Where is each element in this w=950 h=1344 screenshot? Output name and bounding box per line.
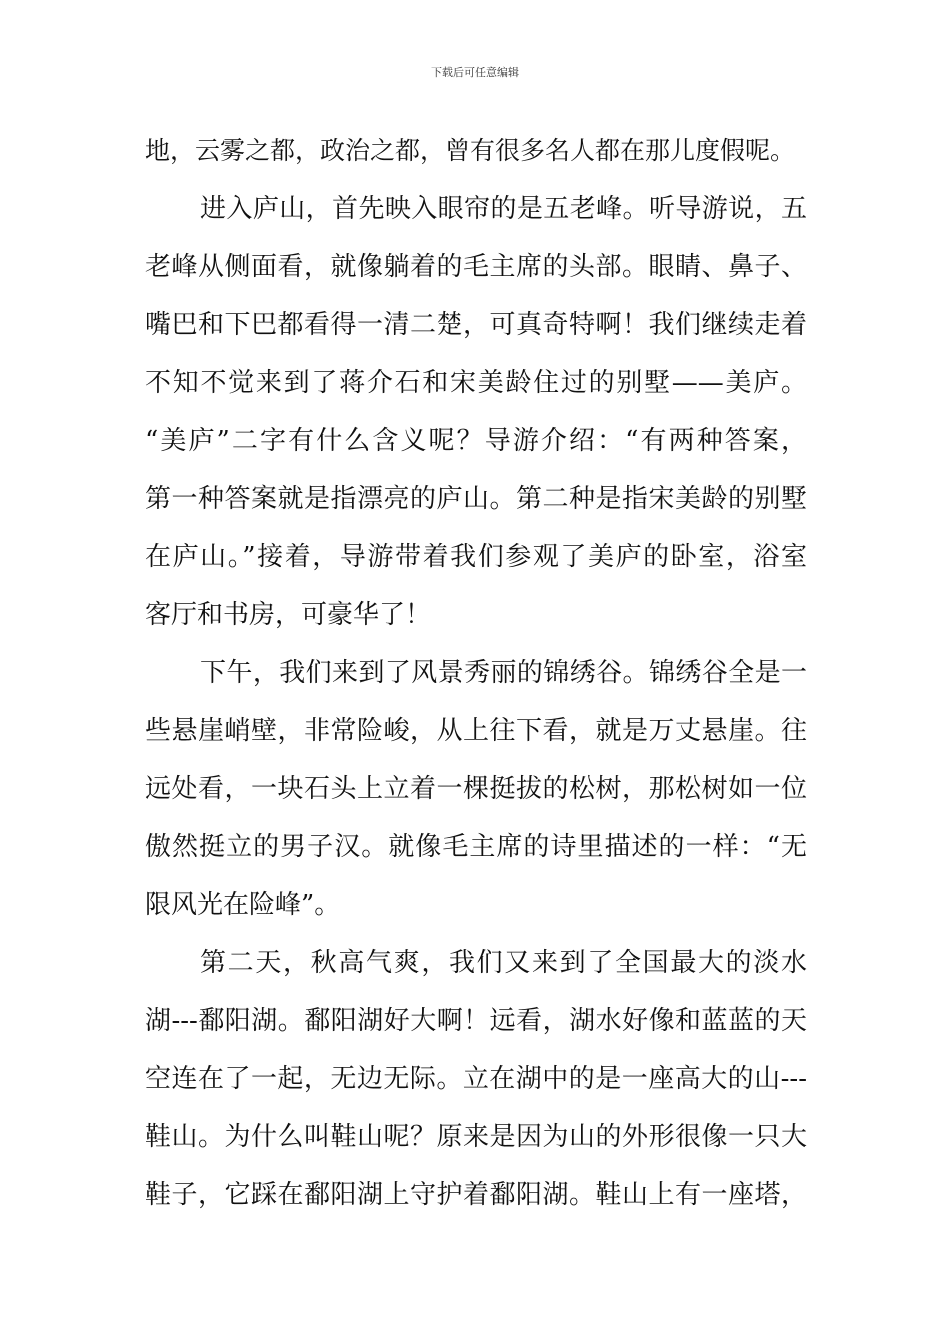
text-line: 鞋子，它踩在鄱阳湖上守护着鄱阳湖。鞋山上有一座塔， (145, 1180, 807, 1210)
text-line: 远处看，一块石头上立着一棵挺拔的松树，那松树如一位 (145, 774, 807, 804)
text-line: 老峰从侧面看，就像躺着的毛主席的头部。眼睛、鼻子、 (145, 252, 807, 282)
text-line: 进入庐山，首先映入眼帘的是五老峰。听导游说，五 (200, 194, 807, 224)
text-line: 下午，我们来到了风景秀丽的锦绣谷。锦绣谷全是一 (200, 658, 807, 688)
body-text (145, 129, 807, 1231)
text-line: 地，云雾之都，政治之都，曾有很多名人都在那儿度假呢。 (145, 136, 796, 165)
text-line: 些悬崖峭壁，非常险峻，从上往下看，就是万丈悬崖。往 (145, 716, 807, 746)
text-line: 嘴巴和下巴都看得一清二楚，可真奇特啊！我们继续走着 (145, 310, 807, 340)
text-line: 在庐山。”接着，导游带着我们参观了美庐的卧室，浴室 (145, 542, 807, 572)
text-line: “美庐”二字有什么含义呢？导游介绍：“有两种答案， (145, 426, 807, 456)
page-header: 下载后可任意编辑 (431, 66, 519, 79)
text-line: 客厅和书房，可豪华了！ (145, 600, 432, 630)
text-line: 空连在了一起，无边无际。立在湖中的是一座高大的山--- (145, 1064, 807, 1094)
text-line: 傲然挺立的男子汉。就像毛主席的诗里描述的一样：“无 (145, 832, 807, 862)
text-line: 第一种答案就是指漂亮的庐山。第二种是指宋美龄的别墅 (145, 484, 807, 514)
text-line: 湖---鄱阳湖。鄱阳湖好大啊！远看，湖水好像和蓝蓝的天 (145, 1006, 807, 1036)
text-line: 不知不觉来到了蒋介石和宋美龄住过的别墅——美庐。 (145, 368, 807, 398)
text-line: 第二天，秋高气爽，我们又来到了全国最大的淡水 (200, 948, 807, 978)
text-line: 限风光在险峰”。 (145, 890, 341, 920)
text-line: 鞋山。为什么叫鞋山呢？原来是因为山的外形很像一只大 (145, 1122, 807, 1152)
